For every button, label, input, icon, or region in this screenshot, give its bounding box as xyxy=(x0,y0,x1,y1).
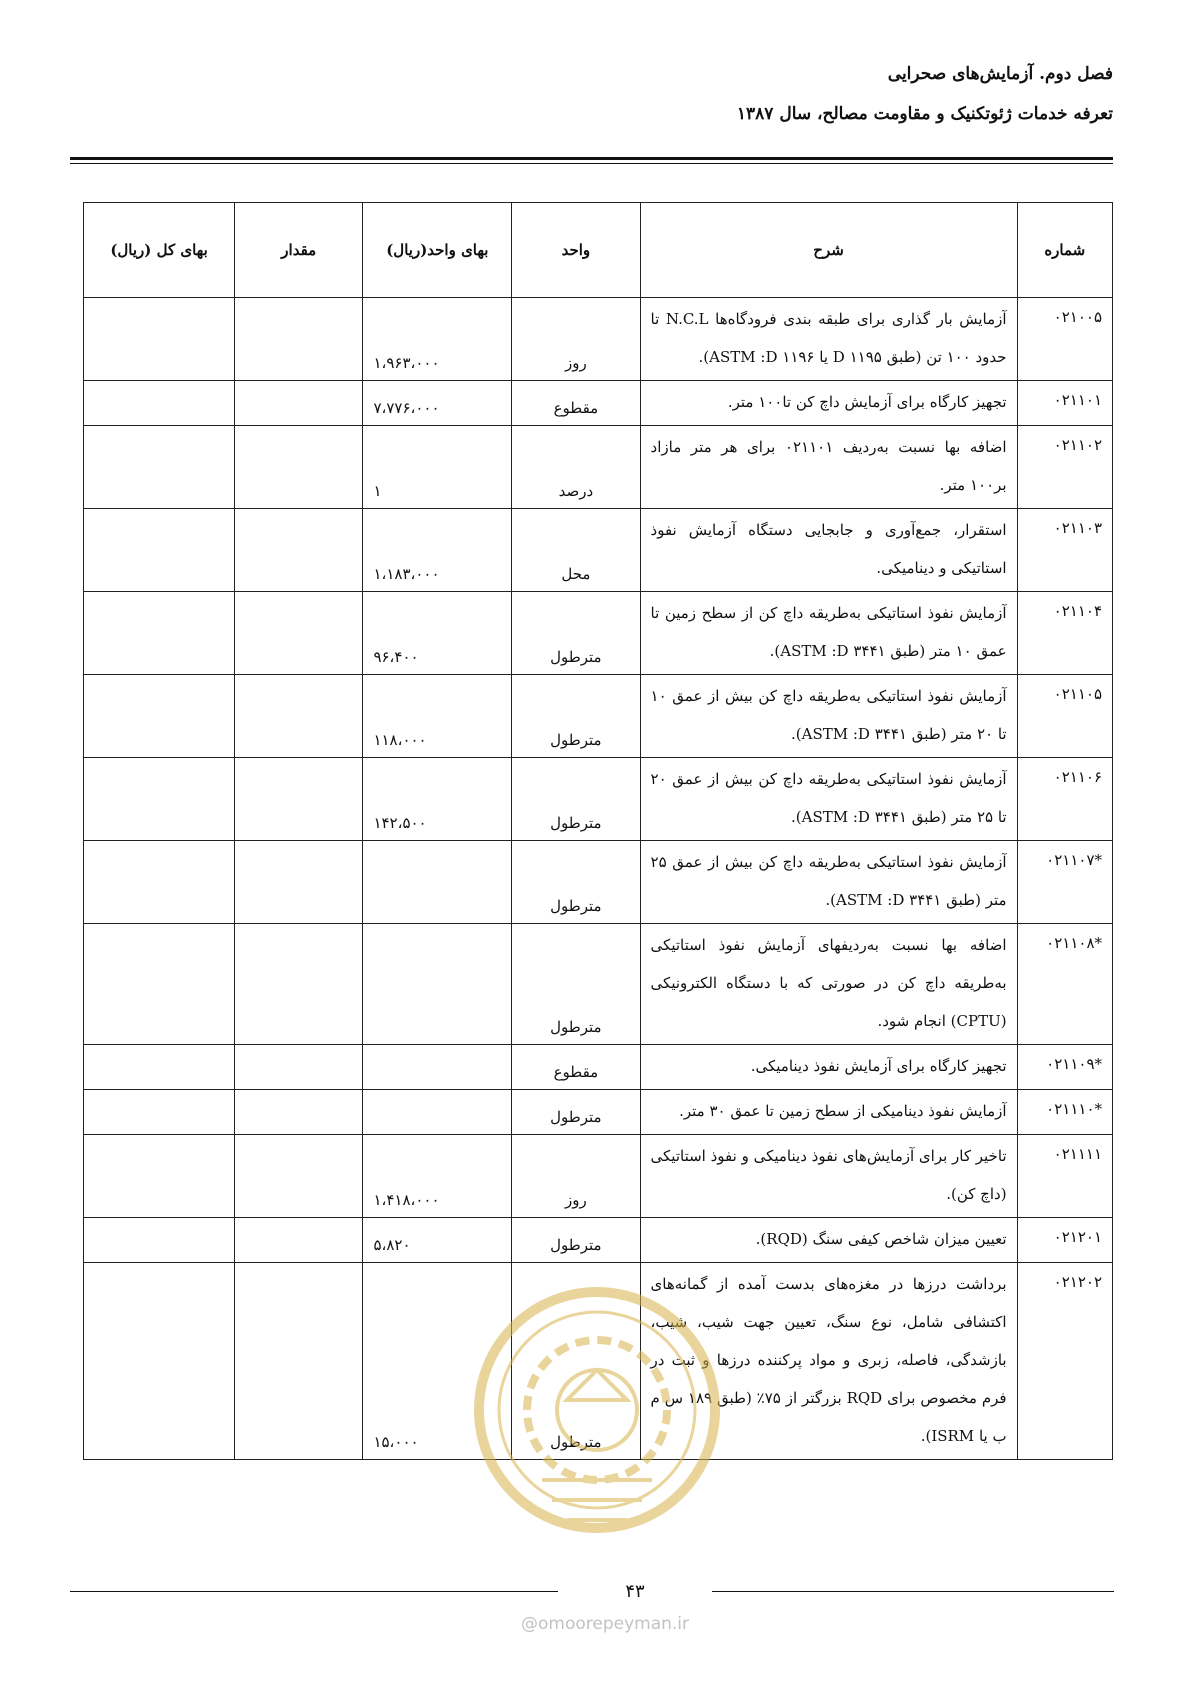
table-row xyxy=(84,1263,1113,1460)
row-unit: روز xyxy=(512,1135,640,1218)
row-quantity xyxy=(235,592,363,675)
header-total: بهای کل (ریال) xyxy=(84,203,235,298)
table-body xyxy=(84,298,1113,1460)
table-row xyxy=(84,1135,1113,1218)
row-quantity xyxy=(235,1045,363,1090)
page-header xyxy=(737,64,1113,124)
row-total xyxy=(84,1045,235,1090)
header-unit-price: بهای واحد(ریال) xyxy=(363,203,512,298)
row-description: آزمایش بار گذاری برای طبقه بندی فرودگاه‌ها N.C.L تا حدود ۱۰۰ تن (طبق ۱۱۹۵ D یا ۱۱۹۶ ASTM :D). xyxy=(640,298,1017,381)
row-number: *۰۲۱۱۰۷ xyxy=(1017,841,1112,924)
row-number: ۰۲۱۱۰۶ xyxy=(1017,758,1112,841)
row-unit-price: ۱،۱۸۳،۰۰۰ xyxy=(363,509,512,592)
row-unit: مترطول xyxy=(512,592,640,675)
row-total xyxy=(84,592,235,675)
row-number: ۰۲۱۱۰۵ xyxy=(1017,675,1112,758)
row-unit-price: ۹۶،۴۰۰ xyxy=(363,592,512,675)
row-number: ۰۲۱۰۰۵ xyxy=(1017,298,1112,381)
row-description: برداشت درزها در مغزه‌های بدست آمده از گمانه‌های اکتشافی شامل، نوع سنگ، تعیین جهت شیب، شیب، بازشدگی، فاصله، زبری و مواد پرکننده درزها و ثبت در فرم مخصوص برای RQD بزرگتر از ۷۵٪ (طبق ۱۸۹ س م ب یا ISRM). xyxy=(640,1263,1017,1460)
row-description: تاخیر کار برای آزمایش‌های نفوذ دینامیکی و نفوذ استاتیکی (داچ کن). xyxy=(640,1135,1017,1218)
table-row xyxy=(84,426,1113,509)
row-quantity xyxy=(235,1218,363,1263)
row-unit: مترطول xyxy=(512,841,640,924)
document-subtitle: تعرفه خدمات ژئوتکنیک و مقاومت مصالح، سال ۱۳۸۷ xyxy=(736,104,1113,124)
row-unit: محل xyxy=(512,509,640,592)
row-number: ۰۲۱۱۰۱ xyxy=(1017,381,1112,426)
row-number: *۰۲۱۱۱۰ xyxy=(1017,1090,1112,1135)
row-quantity xyxy=(235,426,363,509)
table-row xyxy=(84,924,1113,1045)
row-total xyxy=(84,675,235,758)
row-quantity xyxy=(235,841,363,924)
row-total xyxy=(84,509,235,592)
table-row xyxy=(84,758,1113,841)
watermark-text: @omoorepeyman.ir xyxy=(520,1614,690,1634)
row-unit: مترطول xyxy=(512,1218,640,1263)
table-row xyxy=(84,841,1113,924)
row-total xyxy=(84,1090,235,1135)
row-unit-price: ۱ xyxy=(363,426,512,509)
row-number: *۰۲۱۱۰۸ xyxy=(1017,924,1112,1045)
table-row xyxy=(84,509,1113,592)
row-description: آزمایش نفوذ استاتیکی به‌طریقه داچ کن بیش از عمق ۲۵ متر (طبق ۳۴۴۱ ASTM :D). xyxy=(640,841,1017,924)
row-description: تجهیز کارگاه برای آزمایش نفوذ دینامیکی. xyxy=(640,1045,1017,1090)
header-unit: واحد xyxy=(512,203,640,298)
row-description: آزمایش نفوذ دینامیکی از سطح زمین تا عمق ۳۰ متر. xyxy=(640,1090,1017,1135)
row-quantity xyxy=(235,924,363,1045)
row-unit-price xyxy=(363,841,512,924)
row-description: آزمایش نفوذ استاتیکی به‌طریقه داچ کن بیش از عمق ۱۰ تا ۲۰ متر (طبق ۳۴۴۱ ASTM :D). xyxy=(640,675,1017,758)
chapter-title: فصل دوم. آزمایش‌های صحرایی xyxy=(887,64,1113,84)
row-unit-price: ۱۴۲،۵۰۰ xyxy=(363,758,512,841)
row-total xyxy=(84,426,235,509)
row-unit-price xyxy=(363,1045,512,1090)
table-row xyxy=(84,1045,1113,1090)
row-unit-price: ۱۵،۰۰۰ xyxy=(363,1263,512,1460)
row-unit-price: ۷،۷۷۶،۰۰۰ xyxy=(363,381,512,426)
row-total xyxy=(84,758,235,841)
row-number: *۰۲۱۱۰۹ xyxy=(1017,1045,1112,1090)
row-number: ۰۲۱۱۰۴ xyxy=(1017,592,1112,675)
row-number: ۰۲۱۱۰۳ xyxy=(1017,509,1112,592)
row-description: تجهیز کارگاه برای آزمایش داچ کن تا۱۰۰ متر. xyxy=(640,381,1017,426)
row-unit: مقطوع xyxy=(512,381,640,426)
row-unit: مترطول xyxy=(512,1263,640,1460)
row-unit: مترطول xyxy=(512,1090,640,1135)
row-unit: مترطول xyxy=(512,758,640,841)
row-description: اضافه بها نسبت به‌ردیفهای آزمایش نفوذ استاتیکی به‌طریقه داچ کن در صورتی که با دستگاه الکترونیکی (CPTU) انجام شود. xyxy=(640,924,1017,1045)
header-rule-thick xyxy=(70,157,1113,160)
table-row xyxy=(84,675,1113,758)
table-row xyxy=(84,1218,1113,1263)
row-number: ۰۲۱۱۱۱ xyxy=(1017,1135,1112,1218)
row-quantity xyxy=(235,381,363,426)
row-total xyxy=(84,841,235,924)
table-row xyxy=(84,298,1113,381)
header-description: شرح xyxy=(640,203,1017,298)
row-quantity xyxy=(235,1263,363,1460)
row-unit-price: ۵،۸۲۰ xyxy=(363,1218,512,1263)
table-header-row xyxy=(84,203,1113,298)
row-quantity xyxy=(235,1090,363,1135)
footer-rule-right xyxy=(712,1591,1114,1592)
row-unit: درصد xyxy=(512,426,640,509)
row-number: ۰۲۱۲۰۱ xyxy=(1017,1218,1112,1263)
tariff-table xyxy=(83,202,1113,1460)
table-row xyxy=(84,381,1113,426)
row-quantity xyxy=(235,675,363,758)
row-unit-price xyxy=(363,924,512,1045)
row-total xyxy=(84,1135,235,1218)
row-unit-price: ۱،۴۱۸،۰۰۰ xyxy=(363,1135,512,1218)
row-unit-price: ۱،۹۶۳،۰۰۰ xyxy=(363,298,512,381)
row-description: آزمایش نفوذ استاتیکی به‌طریقه داچ کن از سطح زمین تا عمق ۱۰ متر (طبق ۳۴۴۱ ASTM :D). xyxy=(640,592,1017,675)
row-quantity xyxy=(235,758,363,841)
row-total xyxy=(84,1263,235,1460)
row-description: تعیین میزان شاخص کیفی سنگ (RQD). xyxy=(640,1218,1017,1263)
row-unit: مقطوع xyxy=(512,1045,640,1090)
row-description: استقرار، جمع‌آوری و جابجایی دستگاه آزمایش نفوذ استاتیکی و دینامیکی. xyxy=(640,509,1017,592)
table-row xyxy=(84,592,1113,675)
row-unit-price xyxy=(363,1090,512,1135)
row-description: آزمایش نفوذ استاتیکی به‌طریقه داچ کن بیش از عمق ۲۰ تا ۲۵ متر (طبق ۳۴۴۱ ASTM :D). xyxy=(640,758,1017,841)
row-unit-price: ۱۱۸،۰۰۰ xyxy=(363,675,512,758)
row-total xyxy=(84,381,235,426)
footer-rule-left xyxy=(70,1591,558,1592)
row-description: اضافه بها نسبت به‌ردیف ۰۲۱۱۰۱ برای هر متر مازاد بر۱۰۰ متر. xyxy=(640,426,1017,509)
header-number: شماره xyxy=(1017,203,1112,298)
page-number: ۴۳ xyxy=(625,1581,645,1602)
row-quantity xyxy=(235,1135,363,1218)
header-quantity: مقدار xyxy=(235,203,363,298)
row-quantity xyxy=(235,298,363,381)
row-unit: روز xyxy=(512,298,640,381)
row-total xyxy=(84,298,235,381)
row-number: ۰۲۱۲۰۲ xyxy=(1017,1263,1112,1460)
header-rule-thin xyxy=(70,163,1113,164)
table-row xyxy=(84,1090,1113,1135)
row-number: ۰۲۱۱۰۲ xyxy=(1017,426,1112,509)
row-total xyxy=(84,1218,235,1263)
row-quantity xyxy=(235,509,363,592)
row-total xyxy=(84,924,235,1045)
row-unit: مترطول xyxy=(512,675,640,758)
row-unit: مترطول xyxy=(512,924,640,1045)
